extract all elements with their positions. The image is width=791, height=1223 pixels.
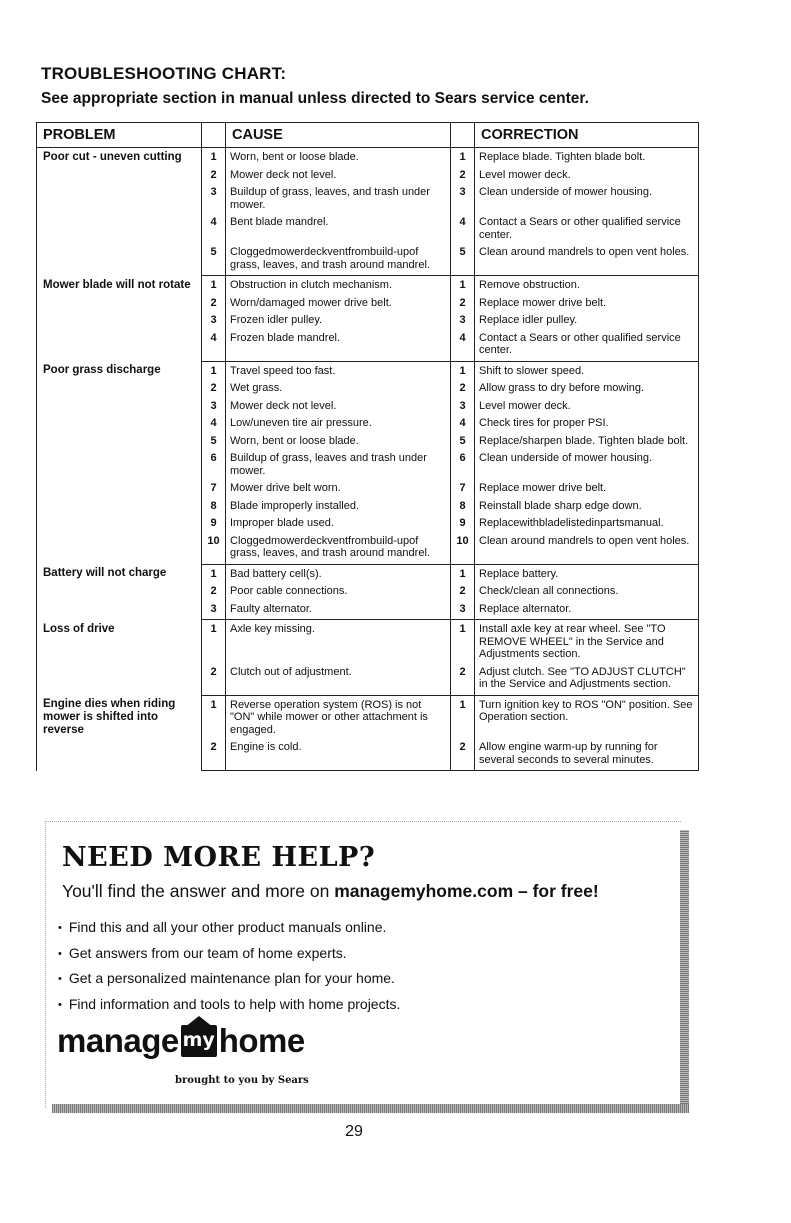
correction-number: 6 bbox=[451, 452, 475, 482]
cause-text: Frozen idler pulley. bbox=[226, 314, 451, 332]
cause-number: 8 bbox=[202, 500, 226, 518]
correction-number: 2 bbox=[451, 382, 475, 400]
correction-text: Contact a Sears or other qualified service center. bbox=[475, 216, 699, 246]
cause-number: 3 bbox=[202, 314, 226, 332]
correction-number: 8 bbox=[451, 500, 475, 518]
logo-text-manage: manage bbox=[57, 1022, 179, 1059]
correction-text: Clean underside of mower housing. bbox=[475, 452, 699, 482]
cause-text: Worn/damaged mower drive belt. bbox=[226, 297, 451, 315]
chart-subtitle: See appropriate section in manual unless directed to Sears service center. bbox=[41, 90, 589, 107]
correction-text: Turn ignition key to ROS "ON" position. See Operation section. bbox=[475, 695, 699, 741]
cause-number: 5 bbox=[202, 246, 226, 276]
correction-number: 7 bbox=[451, 482, 475, 500]
correction-text: Clean around mandrels to open vent holes. bbox=[475, 246, 699, 276]
correction-text: Check/clean all connections. bbox=[475, 585, 699, 603]
table-row bbox=[37, 564, 699, 585]
list-item: • Find information and tools to help with home projects. bbox=[58, 993, 400, 1019]
cause-text: Wet grass. bbox=[226, 382, 451, 400]
cause-text: Reverse operation system (ROS) is not "ON" while mower or other attachment is engaged. bbox=[226, 695, 451, 741]
managemyhome-logo bbox=[57, 1022, 305, 1060]
cause-number: 1 bbox=[202, 564, 226, 585]
cause-number: 2 bbox=[202, 297, 226, 315]
cause-number: 3 bbox=[202, 603, 226, 620]
correction-text: Replace battery. bbox=[475, 564, 699, 585]
cause-number: 3 bbox=[202, 400, 226, 418]
cause-number: 3 bbox=[202, 186, 226, 216]
help-subtitle bbox=[62, 881, 599, 902]
correction-number: 10 bbox=[451, 535, 475, 565]
correction-number: 3 bbox=[451, 186, 475, 216]
cause-text: Poor cable connections. bbox=[226, 585, 451, 603]
cause-text: Axle key missing. bbox=[226, 620, 451, 666]
table-row bbox=[37, 620, 699, 666]
correction-text: Adjust clutch. See "TO ADJUST CLUTCH" in the Service and Adjustments section. bbox=[475, 666, 699, 696]
problem-name: Engine dies when riding mower is shifted into reverse bbox=[37, 695, 202, 771]
cause-number: 2 bbox=[202, 382, 226, 400]
cause-text: Obstruction in clutch mechanism. bbox=[226, 276, 451, 297]
page-number: 29 bbox=[345, 1123, 363, 1140]
cause-number: 2 bbox=[202, 741, 226, 771]
table-row bbox=[37, 148, 699, 169]
problem-name: Poor cut - uneven cutting bbox=[37, 148, 202, 276]
correction-number: 2 bbox=[451, 169, 475, 187]
correction-number: 3 bbox=[451, 603, 475, 620]
cause-number: 4 bbox=[202, 417, 226, 435]
cause-text: Low/uneven tire air pressure. bbox=[226, 417, 451, 435]
correction-text: Replace/sharpen blade. Tighten blade bolt. bbox=[475, 435, 699, 453]
cause-number: 5 bbox=[202, 435, 226, 453]
correction-number: 2 bbox=[451, 666, 475, 696]
correction-text: Allow grass to dry before mowing. bbox=[475, 382, 699, 400]
cause-number: 4 bbox=[202, 332, 226, 362]
cause-text: Blade improperly installed. bbox=[226, 500, 451, 518]
correction-number: 1 bbox=[451, 148, 475, 169]
help-bullet-list bbox=[58, 916, 400, 1018]
help-subtitle-site: managemyhome.com – for free! bbox=[334, 881, 599, 901]
correction-text: Shift to slower speed. bbox=[475, 361, 699, 382]
correction-number: 2 bbox=[451, 741, 475, 771]
correction-text: Allow engine warm-up by running for several seconds to several minutes. bbox=[475, 741, 699, 771]
correction-number: 5 bbox=[451, 435, 475, 453]
cause-number: 1 bbox=[202, 276, 226, 297]
cause-text: Bent blade mandrel. bbox=[226, 216, 451, 246]
cause-text: Mower drive belt worn. bbox=[226, 482, 451, 500]
correction-text: Replace blade. Tighten blade bolt. bbox=[475, 148, 699, 169]
correction-number: 4 bbox=[451, 332, 475, 362]
problem-name: Battery will not charge bbox=[37, 564, 202, 620]
list-item: • Find this and all your other product manuals online. bbox=[58, 916, 400, 942]
correction-number: 1 bbox=[451, 695, 475, 741]
correction-number: 3 bbox=[451, 314, 475, 332]
cause-number: 9 bbox=[202, 517, 226, 535]
header-cause-number bbox=[202, 123, 226, 148]
list-item: • Get answers from our team of home experts. bbox=[58, 942, 400, 968]
cause-text: Buildup of grass, leaves and trash under mower. bbox=[226, 452, 451, 482]
cause-number: 7 bbox=[202, 482, 226, 500]
cause-text: Worn, bent or loose blade. bbox=[226, 435, 451, 453]
correction-number: 1 bbox=[451, 361, 475, 382]
cause-text: Engine is cold. bbox=[226, 741, 451, 771]
problem-name: Loss of drive bbox=[37, 620, 202, 696]
cause-text: Mower deck not level. bbox=[226, 169, 451, 187]
problem-name: Mower blade will not rotate bbox=[37, 276, 202, 362]
cause-text: Mower deck not level. bbox=[226, 400, 451, 418]
correction-text: Install axle key at rear wheel. See "TO REMOVE WHEEL" in the Service and Adjustments section. bbox=[475, 620, 699, 666]
correction-text: Replace idler pulley. bbox=[475, 314, 699, 332]
correction-text: Replacewithbladelistedinpartsmanual. bbox=[475, 517, 699, 535]
correction-text: Replace mower drive belt. bbox=[475, 482, 699, 500]
correction-text: Replace mower drive belt. bbox=[475, 297, 699, 315]
header-problem: PROBLEM bbox=[37, 123, 202, 148]
correction-text: Replace alternator. bbox=[475, 603, 699, 620]
cause-text: Bad battery cell(s). bbox=[226, 564, 451, 585]
correction-text: Clean underside of mower housing. bbox=[475, 186, 699, 216]
cause-number: 1 bbox=[202, 695, 226, 741]
correction-number: 5 bbox=[451, 246, 475, 276]
correction-number: 4 bbox=[451, 417, 475, 435]
logo-text-home: home bbox=[218, 1022, 305, 1059]
correction-text: Clean around mandrels to open vent holes. bbox=[475, 535, 699, 565]
cause-number: 2 bbox=[202, 169, 226, 187]
cause-number: 1 bbox=[202, 361, 226, 382]
house-icon bbox=[181, 1025, 217, 1057]
table-row bbox=[37, 695, 699, 741]
correction-text: Level mower deck. bbox=[475, 169, 699, 187]
brought-by-text: brought to you by Sears bbox=[175, 1075, 309, 1086]
problem-name: Poor grass discharge bbox=[37, 361, 202, 564]
correction-text: Remove obstruction. bbox=[475, 276, 699, 297]
cause-text: Buildup of grass, leaves, and trash under mower. bbox=[226, 186, 451, 216]
header-correction-number bbox=[451, 123, 475, 148]
cause-number: 2 bbox=[202, 666, 226, 696]
correction-number: 2 bbox=[451, 297, 475, 315]
cause-number: 10 bbox=[202, 535, 226, 565]
cause-number: 1 bbox=[202, 620, 226, 666]
cause-number: 6 bbox=[202, 452, 226, 482]
table-body bbox=[37, 148, 699, 771]
cause-number: 4 bbox=[202, 216, 226, 246]
correction-text: Level mower deck. bbox=[475, 400, 699, 418]
cause-number: 2 bbox=[202, 585, 226, 603]
cause-text: Improper blade used. bbox=[226, 517, 451, 535]
correction-number: 4 bbox=[451, 216, 475, 246]
cause-text: Faulty alternator. bbox=[226, 603, 451, 620]
cause-text: Travel speed too fast. bbox=[226, 361, 451, 382]
help-box-shadow-bottom bbox=[52, 1104, 689, 1113]
header-correction: CORRECTION bbox=[475, 123, 699, 148]
cause-text: Worn, bent or loose blade. bbox=[226, 148, 451, 169]
correction-number: 1 bbox=[451, 620, 475, 666]
help-title: NEED MORE HELP? bbox=[62, 842, 376, 873]
cause-text: Cloggedmowerdeckventfrombuild-upof grass, leaves, and trash around mandrel. bbox=[226, 535, 451, 565]
correction-number: 9 bbox=[451, 517, 475, 535]
correction-number: 1 bbox=[451, 276, 475, 297]
correction-text: Contact a Sears or other qualified service center. bbox=[475, 332, 699, 362]
table-header-row bbox=[37, 123, 699, 148]
chart-title: TROUBLESHOOTING CHART: bbox=[41, 64, 287, 83]
cause-number: 1 bbox=[202, 148, 226, 169]
correction-text: Check tires for proper PSI. bbox=[475, 417, 699, 435]
correction-number: 2 bbox=[451, 585, 475, 603]
table-row bbox=[37, 276, 699, 297]
correction-number: 3 bbox=[451, 400, 475, 418]
list-item: • Get a personalized maintenance plan for your home. bbox=[58, 967, 400, 993]
help-box-shadow-right bbox=[680, 830, 689, 1110]
table-row bbox=[37, 361, 699, 382]
correction-text: Reinstall blade sharp edge down. bbox=[475, 500, 699, 518]
header-cause: CAUSE bbox=[226, 123, 451, 148]
correction-number: 1 bbox=[451, 564, 475, 585]
cause-text: Clutch out of adjustment. bbox=[226, 666, 451, 696]
cause-text: Cloggedmowerdeckventfrombuild-upof grass, leaves, and trash around mandrel. bbox=[226, 246, 451, 276]
help-subtitle-lead: You'll find the answer and more on bbox=[62, 881, 330, 901]
logo-text-my: my bbox=[182, 1029, 215, 1051]
troubleshooting-table bbox=[36, 122, 699, 771]
cause-text: Frozen blade mandrel. bbox=[226, 332, 451, 362]
